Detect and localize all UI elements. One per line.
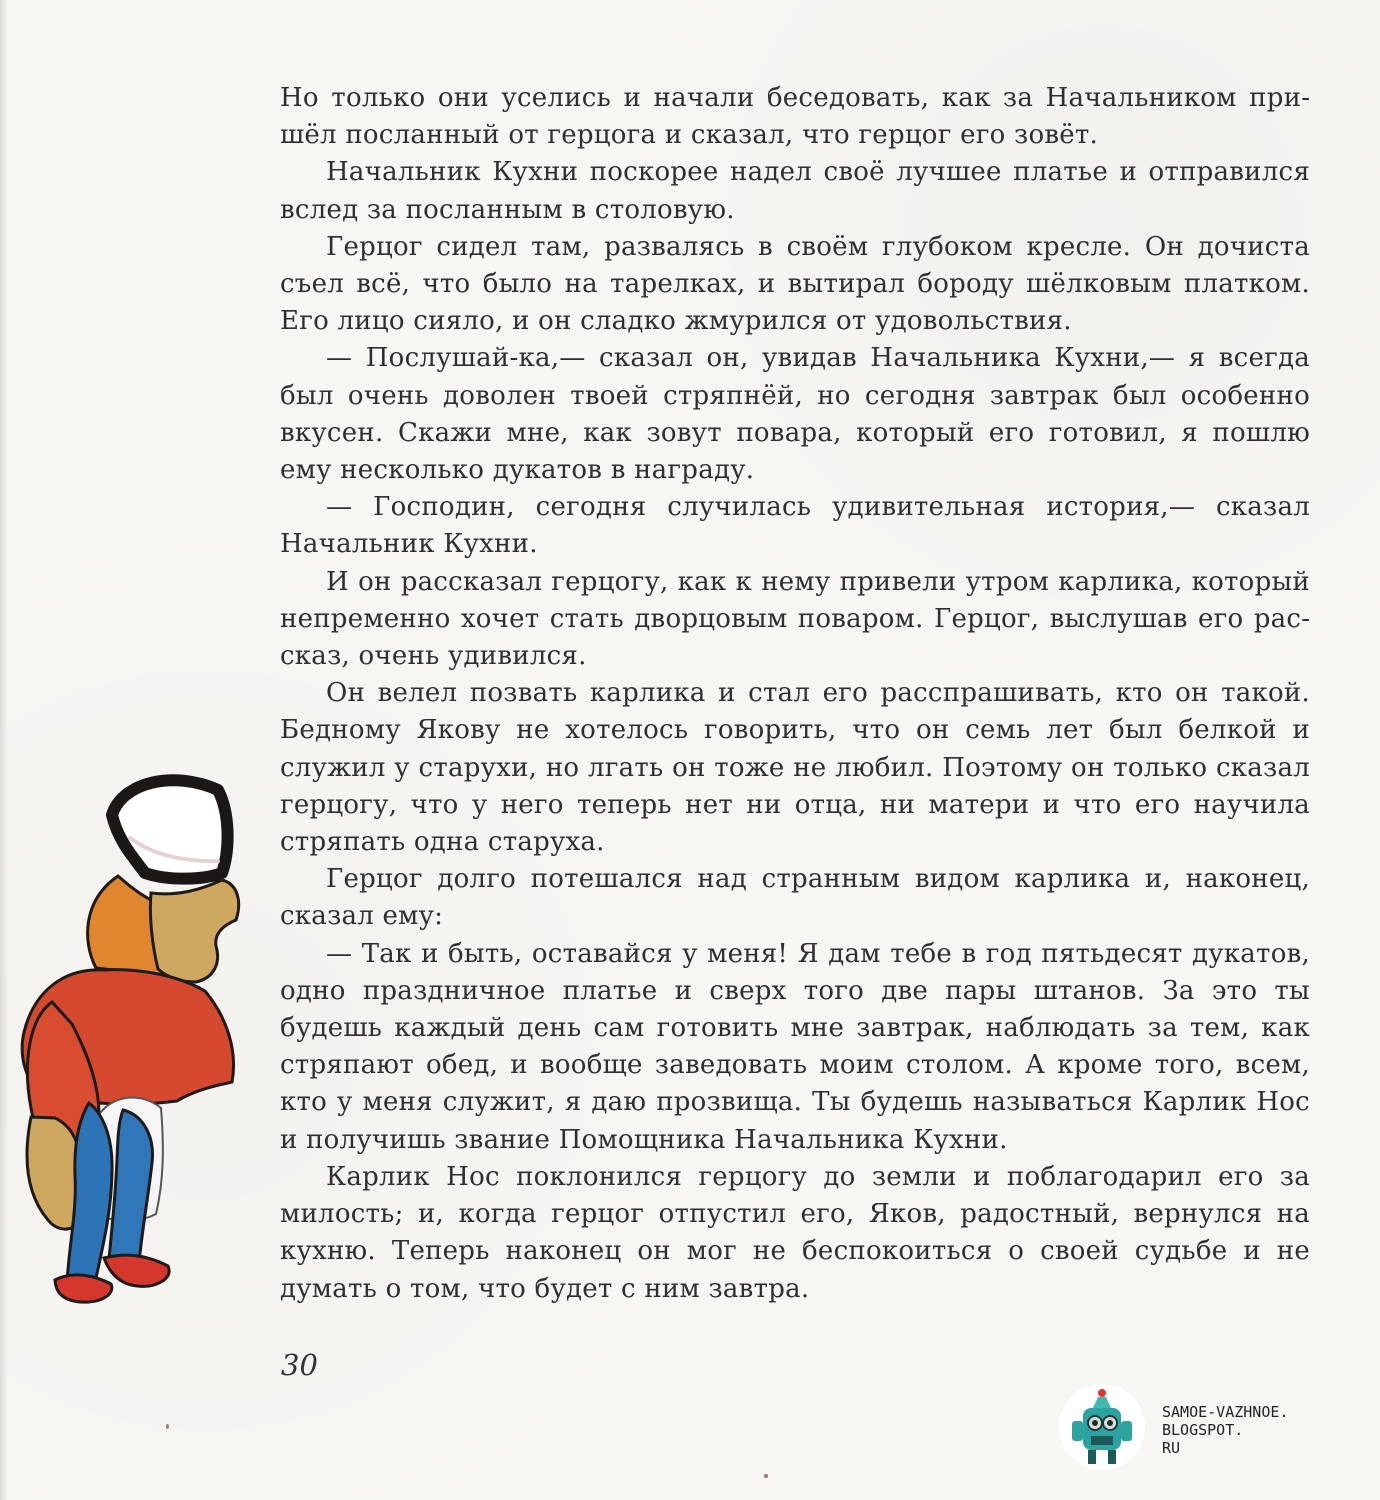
paragraph-9: — Так и быть, оставайся у меня! Я дам тебе в год пятьдесят дукатов, одно праздничное платье и сверх того две пары штанов. За это ты будешь каждый день сам готовить мне завтрак, наблюдать за тем, как стряпают обед, и вообще заведовать моим столом. А кроме того, всем, кто у меня служит, я даю прозвища. Ты будешь называться Карлик Нос и получишь звание Помощника Начальника Кухни. [280,938,1310,1155]
paragraph-10: Карлик Нос поклонился герцогу до земли и поблагодарил его за милость; и, когда герцог отпустил его, Яков, радостный, вернулся на кухню. Теперь наконец он мог не беспокоиться о своей судьбе и не думать о том, что будет с ним завтра. [280,1161,1310,1304]
paragraph-8: Герцог долго потешался над странным видом карлика и, наконец, сказал ему: [280,864,1310,932]
dwarf-illustration [0,770,255,1330]
paragraph-7: Он велел позвать карлика и стал его расспрашивать, кто он такой. Бедному Якову не хотелось говорить, что он семь лет был белкой и служил у старухи, но лгать он тоже не любил. Поэтому он только сказал герцогу, что у него теперь нет ни отца, ни матери и что его научила стряпать одна старуха. [280,678,1310,858]
paper-speck [764,1474,768,1478]
watermark-text [1162,1403,1342,1457]
page-number: 30 [281,1348,318,1382]
watermark-line-2: BLOGSPOT. [1162,1421,1244,1439]
paragraph-2: Начальник Кухни поскорее надел своё лучшее платье и отправился вслед за посланным в столовую. [280,157,1310,225]
watermark-line-3: RU [1162,1439,1181,1457]
paper-speck [166,1424,169,1429]
paragraph-4: — Послушай-ка,— сказал он, увидав Начальника Кухни,— я всегда был очень доволен твоей стряпнёй, но сегодня завтрак был особенно вкусен. Скажи мне, как зовут повара, который его готовил, я пошлю ему несколько дукатов в награду. [280,343,1310,486]
paragraph-6: И он рассказал герцогу, как к нему привели утром карлика, который непременно хочет стать дворцовым поваром. Герцог, выслушав его рассказ, очень удивился. [280,566,1310,672]
paragraph-3: Герцог сидел там, развалясь в своём глубоком кресле. Он дочиста съел всё, что было на тарелках, и вытирал бороду шёлковым платком. Его лицо сияло, и он сладко жмурился от удовольствия. [280,231,1310,337]
paragraph-1: Но только они уселись и начали беседовать, как за Начальником пришёл посланный от герцога и сказал, что герцог его зовёт. [280,83,1310,151]
paragraph-5: — Господин, сегодня случилась удивительная история,— сказал Начальник Кухни. [280,492,1310,560]
watermark-line-1: SAMOE-VAZHNOE. [1162,1403,1289,1421]
story-text [280,80,1310,1308]
